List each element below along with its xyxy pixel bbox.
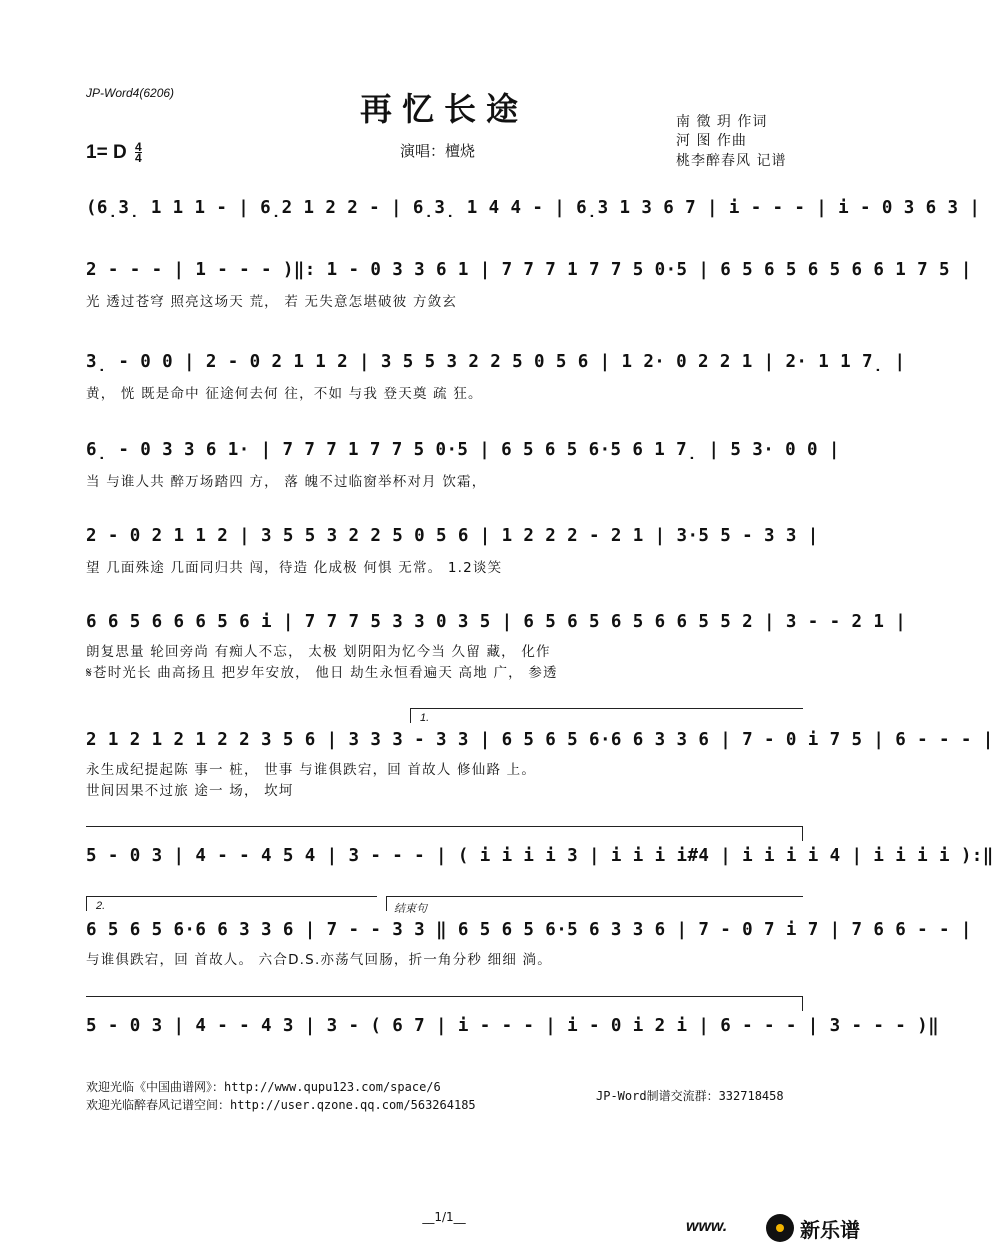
singer-credit: 演唱：檀烧 [400, 142, 476, 160]
footer-website-2: 欢迎光临醉春风记谱空间：http://user.qzone.qq.com/563264185 [86, 1098, 476, 1112]
software-tag: JP-Word4(6206) [86, 86, 175, 100]
watermark-url: www. [686, 1218, 728, 1235]
first-ending-bracket-cont [86, 826, 803, 841]
record-disc-icon [766, 1214, 794, 1242]
first-ending-bracket [410, 708, 803, 723]
first-ending-label: 1. [420, 712, 430, 724]
lyric-line-2: 光 透过苍穹 照亮这场天 荒， 若 无失意怎堪破彼 方敛玄 [86, 294, 458, 310]
score-line-10: 5 - 0 3 | 4 - - 4 3 | 3 - ( 6 7 | i - - - | i - 0 i 2 i | 6 - - - | 3 - - - )‖ [86, 1016, 939, 1036]
score-line-4: 6̣ - 0 3 3 6 1· | 7 7 7 1 7 7 5 0·5 | 6 5 6 5 6·5 6 1 7̣ | 5 3· 0 0 | [86, 440, 840, 460]
lyricist-credit: 南 徵 玥 作词 [676, 114, 768, 130]
score-line-7: 2 1 2 1 2 1 2 2 3 5 6 | 3 3 3 - 3 3 | 6 5 6 5 6·6 6 3 3 6 | 7 - 0 i 7 5 | 6 - - - | [86, 730, 994, 750]
key-label: 1= D [86, 142, 127, 163]
coda-label: 结束句 [394, 903, 427, 915]
coda-bracket [386, 896, 803, 911]
song-title: 再忆长途 [359, 90, 528, 128]
second-ending-label: 2. [96, 900, 106, 912]
score-line-2: 2 - - - | 1 - - - )‖: 1 - 0 3 3 6 1 | 7 7 7 1 7 7 5 0·5 | 6 5 6 5 6 5 6 6 1 7 5 | [86, 260, 972, 280]
lyric-line-5: 望 几面殊途 几面同归共 闯，待造 化成极 何惧 无常。 1.2谈笑 [86, 560, 503, 576]
second-ending-bracket [86, 896, 377, 911]
transcriber-credit: 桃李醉春风 记谱 [676, 153, 787, 169]
lyric-line-3: 黄， 恍 既是命中 征途何去何 往，不如 与我 登天奠 疏 狂。 [86, 386, 483, 402]
footer-website-1: 欢迎光临《中国曲谱网》：http://www.qupu123.com/space/6 [86, 1080, 441, 1094]
key-signature [86, 142, 142, 164]
score-line-5: 2 - 0 2 1 1 2 | 3 5 5 3 2 2 5 0 5 6 | 1 2 2 2 - 2 1 | 3·5 5 - 3 3 | [86, 526, 819, 546]
score-line-8: 5 - 0 3 | 4 - - 4 5 4 | 3 - - - | ( i i i i 3 | i i i i#4 | i i i i 4 | i i i i ):‖ [86, 846, 994, 866]
lyric-line-7a: 永生成纪提起陈 事一 桩， 世事 与谁俱跌宕，回 首故人 修仙路 上。 [86, 762, 537, 778]
lyric-line-4: 当 与谁人共 醉万场踏四 方， 落 魄不过临窗举杯对月 饮霜， [86, 474, 487, 490]
time-sig-bottom: 4 [134, 151, 142, 166]
lyric-line-6b: 𝄋苍时光长 曲高扬且 把岁年安放， 他日 劫生永恒看遍天 高地 广， 参透 [86, 665, 558, 681]
score-line-6: 6 6 5 6 6 6 5 6 i | 7 7 7 5 3 3 0 3 5 | 6 5 6 5 6 5 6 6 5 5 2 | 3 - - 2 1 | [86, 612, 907, 632]
lyric-line-9: 与谁俱跌宕，回 首故人。 六合D.S.亦荡气回肠，折一角分秒 细细 淌。 [86, 952, 552, 968]
lyric-line-6a: 朗复思量 轮回旁尚 有痴人不忘， 太极 划阴阳为忆今当 久留 藏， 化作 [86, 644, 551, 660]
lyric-line-7b: 世间因果不过旅 途一 场， 坎坷 [86, 783, 294, 799]
score-line-1: (6̣3̣ 1 1 1 - | 6̣2 1 2 2 - | 6̣3̣ 1 4 4 - | 6̣3 1 3 6 7 | i - - - | i - 0 3 6 3 | [86, 198, 981, 218]
footer-qq-group: JP-Word制谱交流群：332718458 [596, 1089, 784, 1103]
coda-bracket-cont [86, 996, 803, 1011]
score-line-3: 3̣ - 0 0 | 2 - 0 2 1 1 2 | 3 5 5 3 2 2 5 0 5 6 | 1 2· 0 2 2 1 | 2· 1 1 7̣ | [86, 352, 906, 372]
score-line-9: 6 5 6 5 6·6 6 3 3 6 | 7 - - 3 3 ‖ 6 5 6 5 6·5 6 3 3 6 | 7 - 0 7 i 7 | 7 6 6 - - | [86, 920, 972, 940]
time-signature [134, 140, 142, 166]
time-sig-top: 4 [134, 140, 142, 155]
composer-credit: 河 图 作曲 [676, 133, 747, 149]
watermark-brand: 新乐谱 [800, 1218, 860, 1242]
page-number: __1/1__ [422, 1210, 466, 1224]
